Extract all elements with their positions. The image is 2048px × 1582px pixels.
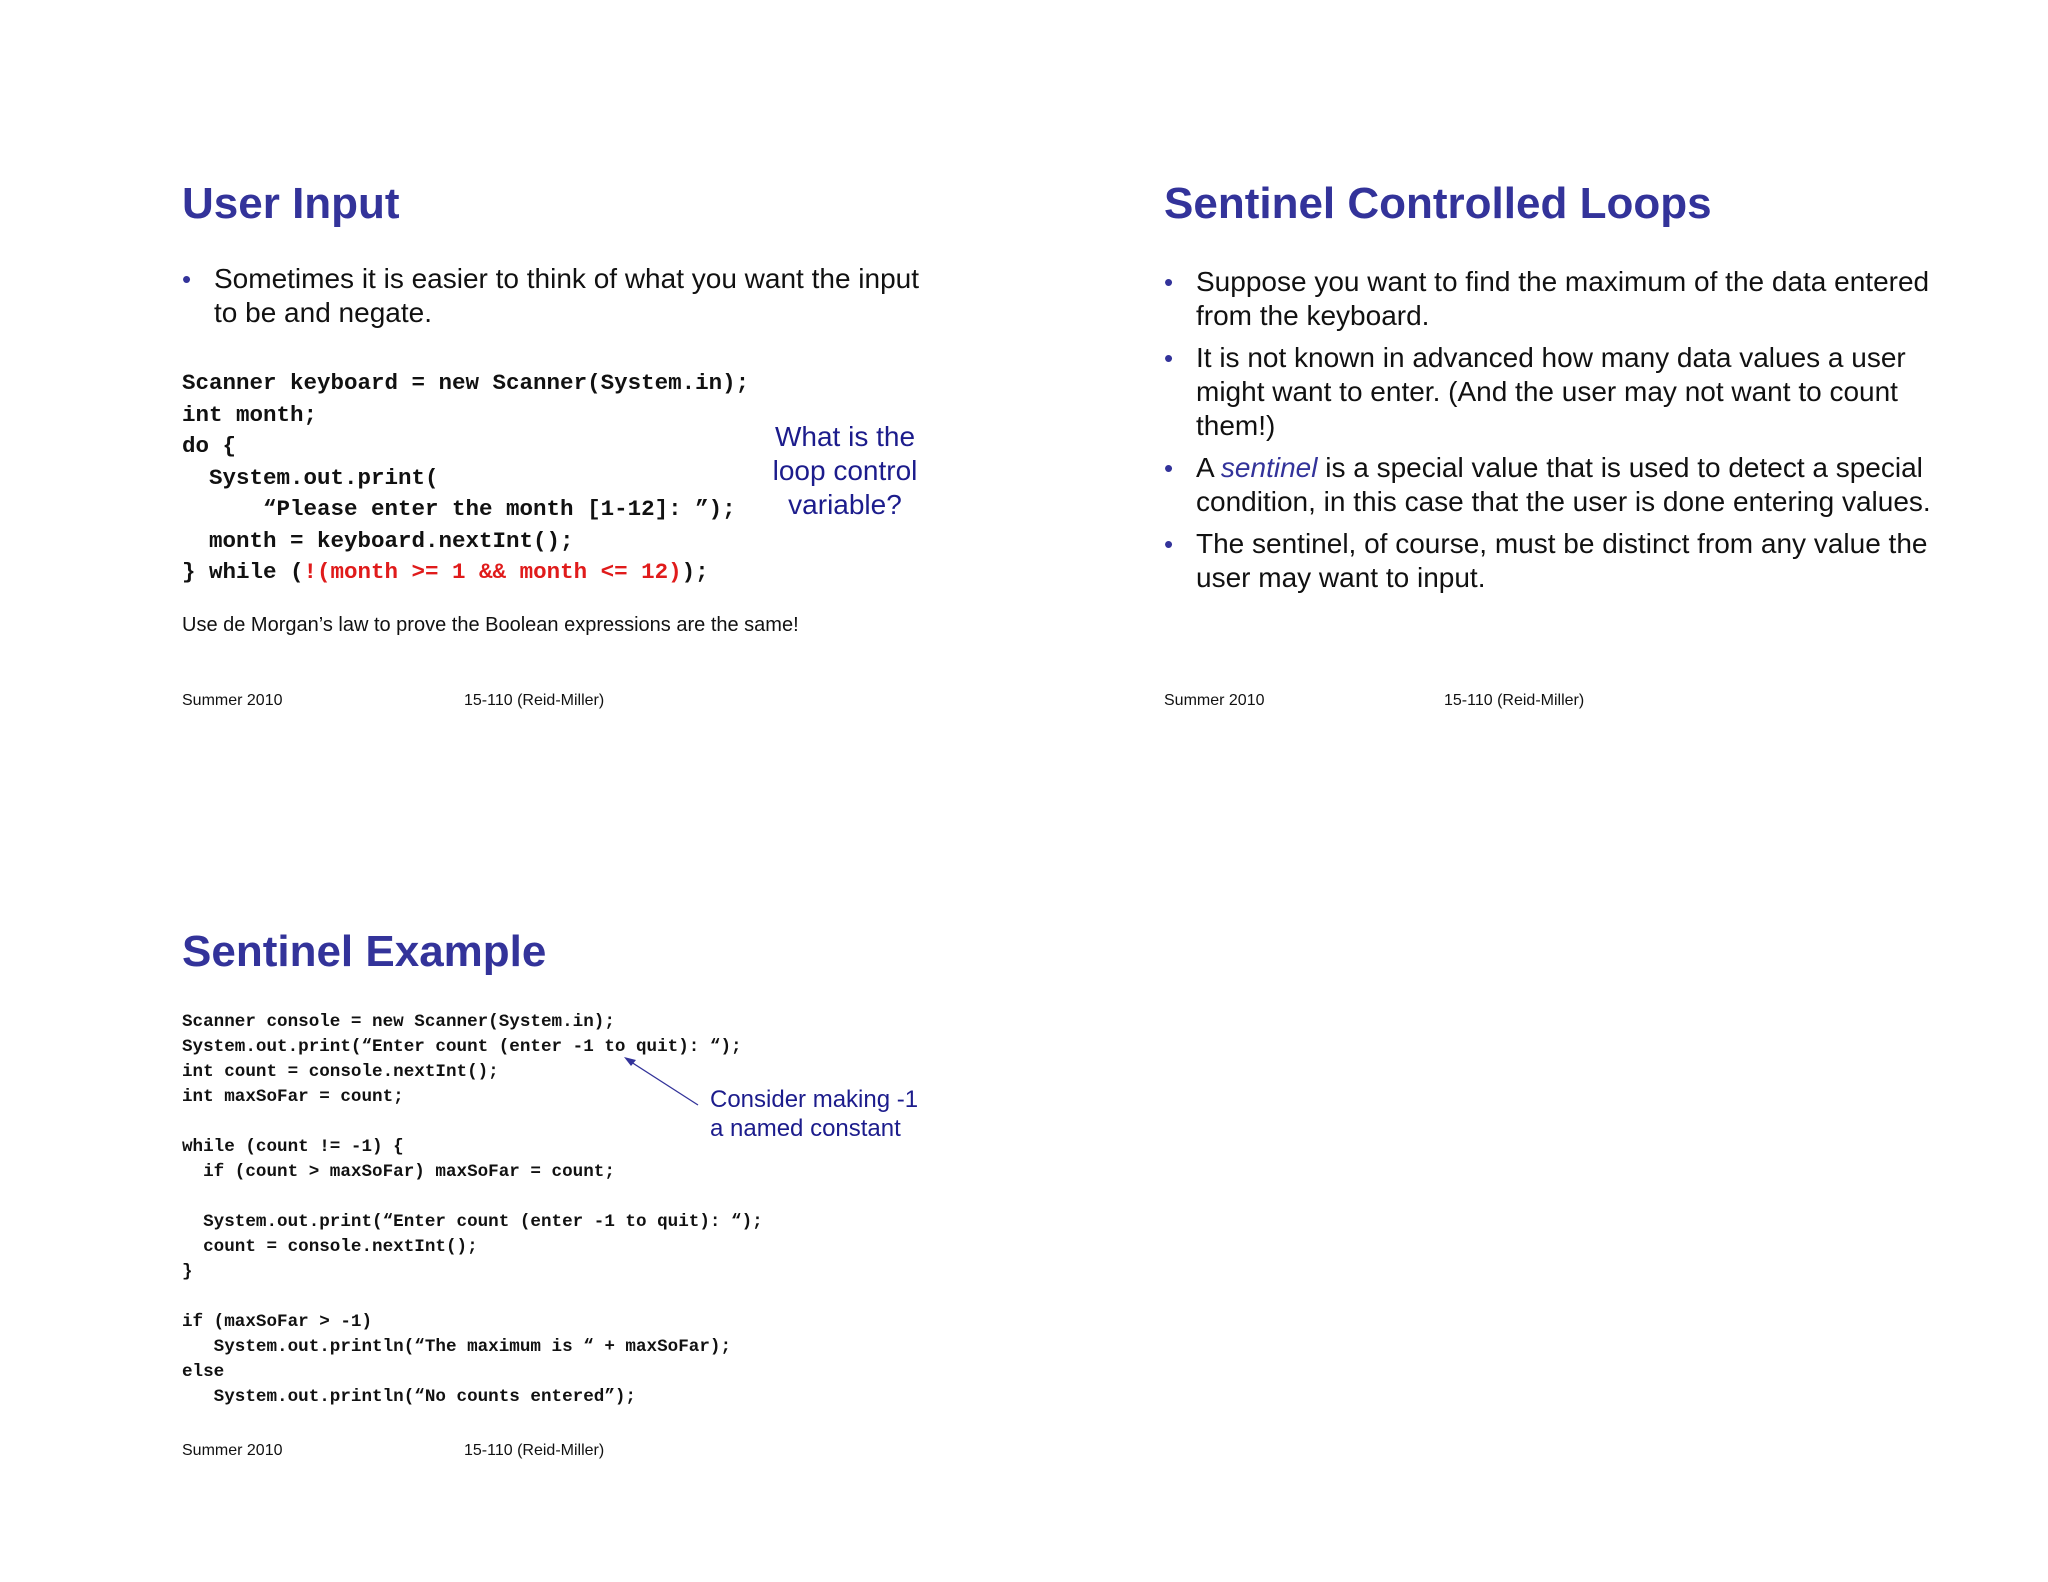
code-line: System.out.print(“Enter count (enter -1 to quit): “); — [182, 1212, 763, 1232]
code-block — [182, 368, 749, 589]
code-line: int maxSoFar = count; — [182, 1087, 404, 1107]
annotation-line: loop control — [772, 455, 918, 486]
code-line: if (count > maxSoFar) maxSoFar = count; — [182, 1162, 615, 1182]
bullet-item — [1164, 451, 1944, 519]
bullet-icon: • — [1164, 343, 1174, 373]
bullet-text-suffix: is a special value that is used to detect a special condition, in this case that the user is done entering values. — [1196, 452, 1931, 517]
code-line: while (count != -1) { — [182, 1137, 404, 1157]
slide-title: Sentinel Controlled Loops — [1164, 179, 1712, 228]
code-line: month = keyboard.nextInt(); — [182, 527, 574, 554]
footer-date: Summer 2010 — [1164, 692, 1265, 709]
annotation-line: Consider making -1 — [710, 1086, 919, 1113]
code-line — [182, 1285, 763, 1310]
bullet-text: Suppose you want to find the maximum of the data entered from the keyboard. — [1196, 266, 1930, 331]
negated-condition: !(month >= 1 && month <= 12) — [303, 559, 682, 585]
bullet-icon: • — [1164, 453, 1174, 483]
annotation-line: What is the — [774, 421, 916, 452]
code-block — [182, 1010, 763, 1410]
code-line: if (maxSoFar > -1) — [182, 1312, 373, 1332]
code-line: } — [182, 1262, 193, 1282]
bullet-list — [182, 262, 922, 338]
slide-user-input — [0, 0, 1024, 760]
annotation-line: variable? — [788, 489, 902, 520]
code-line: Scanner keyboard = new Scanner(System.in); — [182, 370, 750, 396]
slide-note: Use de Morgan’s law to prove the Boolean expressions are the same! — [182, 614, 799, 636]
code-line: else — [182, 1362, 225, 1382]
bullet-text: Sometimes it is easier to think of what you want the input to be and negate. — [214, 263, 920, 328]
code-line: “Please enter the month [1-12]: ”); — [182, 496, 736, 522]
bullet-list — [1164, 265, 1944, 603]
slide-sentinel-example — [0, 760, 1024, 1520]
code-while-prefix: } while ( — [182, 559, 304, 585]
code-while-suffix: ); — [681, 559, 709, 585]
slide-sentinel-controlled-loops — [1024, 0, 2048, 760]
bullet-item — [182, 262, 922, 330]
bullet-item — [1164, 265, 1944, 333]
code-line: System.out.println(“The maximum is “ + maxSoFar); — [182, 1337, 732, 1357]
bullet-icon: • — [182, 264, 192, 294]
bullet-icon: • — [1164, 267, 1174, 297]
footer-course: 15-110 (Reid-Miller) — [464, 1442, 605, 1459]
bullet-text: It is not known in advanced how many data values a user might want to enter. (And the user may not want to count them!) — [1196, 342, 1906, 441]
footer-course: 15-110 (Reid-Miller) — [1444, 692, 1585, 709]
annotation-callout — [710, 1085, 918, 1143]
code-line — [182, 1185, 763, 1210]
bullet-icon: • — [1164, 529, 1174, 559]
slide-title: Sentinel Example — [182, 927, 547, 976]
code-line: Scanner console = new Scanner(System.in); — [182, 1012, 615, 1032]
footer-date: Summer 2010 — [182, 692, 283, 709]
code-line: do { — [182, 433, 237, 459]
bullet-text-prefix: A — [1196, 452, 1221, 483]
code-line-while — [182, 557, 749, 589]
bullet-item — [1164, 527, 1944, 595]
code-line — [182, 1110, 763, 1135]
annotation-callout — [765, 420, 925, 522]
footer-course: 15-110 (Reid-Miller) — [464, 692, 605, 709]
code-line: int month; — [182, 401, 318, 428]
code-line: System.out.print( — [182, 464, 439, 491]
bullet-emphasis: sentinel — [1220, 452, 1318, 483]
code-line: System.out.println(“No counts entered”); — [182, 1387, 636, 1407]
annotation-line: a named constant — [710, 1115, 901, 1142]
code-line: int count = console.nextInt(); — [182, 1062, 499, 1082]
code-line: count = console.nextInt(); — [182, 1237, 478, 1257]
bullet-item — [1164, 341, 1944, 443]
bullet-text: The sentinel, of course, must be distinct from any value the user may want to input. — [1196, 528, 1928, 593]
code-line: System.out.print(“Enter count (enter -1 to quit): “); — [182, 1037, 742, 1057]
slide-title: User Input — [182, 179, 400, 228]
footer-date: Summer 2010 — [182, 1442, 283, 1459]
